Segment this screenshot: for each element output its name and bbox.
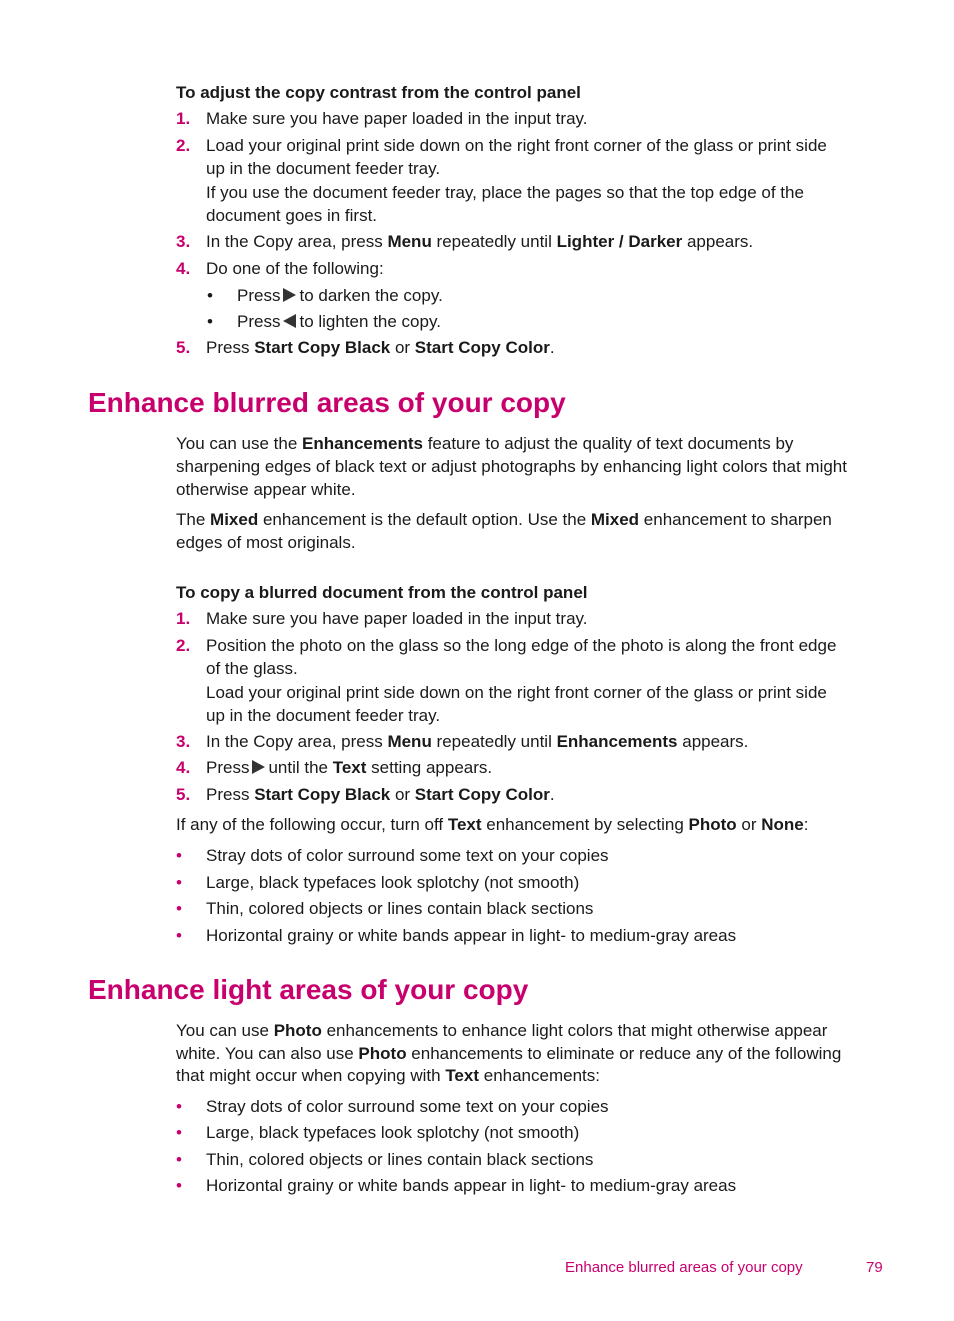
step-text: Load your original print side down on the right front corner of the glass or print side bbox=[206, 136, 827, 155]
step-text: If you use the document feeder tray, place the pages so that the top edge of the bbox=[206, 183, 804, 202]
bullet-text: Thin, colored objects or lines contain black sections bbox=[206, 1150, 594, 1169]
step-text: Position the photo on the glass so the long edge of the photo is along the front edge bbox=[206, 636, 837, 655]
step-number: 1. bbox=[176, 609, 191, 628]
bullet-marker: • bbox=[176, 1176, 182, 1195]
step-number: 2. bbox=[176, 136, 191, 155]
step-number: 5. bbox=[176, 785, 191, 804]
paragraph-line: sharpening edges of black text or adjust photographs by enhancing light colors that might bbox=[176, 457, 847, 476]
step-text: up in the document feeder tray. bbox=[206, 159, 441, 178]
right-arrow-icon bbox=[252, 760, 265, 774]
sub-bullet: • bbox=[207, 286, 213, 305]
bullet-marker: • bbox=[176, 926, 182, 945]
sub-bullet: • bbox=[207, 312, 213, 331]
paragraph-line: that might occur when copying with Text enhancements: bbox=[176, 1066, 600, 1085]
paragraph-line: white. You can also use Photo enhancements to eliminate or reduce any of the following bbox=[176, 1044, 842, 1063]
bullet-text: Stray dots of color surround some text on your copies bbox=[206, 1097, 609, 1116]
section-title-blurred: Enhance blurred areas of your copy bbox=[88, 387, 566, 418]
bullet-text: Stray dots of color surround some text on your copies bbox=[206, 846, 609, 865]
step-text: Press Start Copy Black or Start Copy Color. bbox=[206, 338, 555, 357]
step-number: 3. bbox=[176, 232, 191, 251]
step-text: Press until the Text setting appears. bbox=[206, 758, 493, 777]
step-number: 4. bbox=[176, 259, 191, 278]
bullet-marker: • bbox=[176, 1150, 182, 1169]
paragraph-line: edges of most originals. bbox=[176, 533, 356, 552]
step-text: Load your original print side down on the right front corner of the glass or print side bbox=[206, 683, 827, 702]
step-number: 4. bbox=[176, 758, 191, 777]
sub-step-text: Press to darken the copy. bbox=[237, 286, 443, 305]
step-text: In the Copy area, press Menu repeatedly until Lighter / Darker appears. bbox=[206, 232, 754, 251]
step-number: 5. bbox=[176, 338, 191, 357]
step-text: Press Start Copy Black or Start Copy Color. bbox=[206, 785, 555, 804]
paragraph-line: You can use Photo enhancements to enhance light colors that might otherwise appear bbox=[176, 1021, 828, 1040]
bullet-text: Horizontal grainy or white bands appear in light- to medium-gray areas bbox=[206, 1176, 737, 1195]
right-arrow-icon bbox=[283, 288, 296, 302]
procedure-heading-blurred: To copy a blurred document from the control panel bbox=[176, 583, 588, 602]
page-number: 79 bbox=[866, 1259, 883, 1276]
step-text: document goes in first. bbox=[206, 206, 378, 225]
paragraph-line: You can use the Enhancements feature to adjust the quality of text documents by bbox=[176, 434, 794, 453]
paragraph-line: The Mixed enhancement is the default option. Use the Mixed enhancement to sharpen bbox=[176, 510, 832, 529]
paragraph-line: If any of the following occur, turn off Text enhancement by selecting Photo or None: bbox=[176, 815, 809, 834]
step-text: Make sure you have paper loaded in the input tray. bbox=[206, 109, 588, 128]
bullet-marker: • bbox=[176, 1097, 182, 1116]
step-number: 1. bbox=[176, 109, 191, 128]
bullet-marker: • bbox=[176, 899, 182, 918]
section-title-light: Enhance light areas of your copy bbox=[88, 974, 529, 1005]
procedure-heading-contrast: To adjust the copy contrast from the control panel bbox=[176, 83, 581, 102]
step-text: of the glass. bbox=[206, 659, 298, 678]
step-number: 3. bbox=[176, 732, 191, 751]
footer-section-name: Enhance blurred areas of your copy bbox=[565, 1259, 803, 1276]
bullet-marker: • bbox=[176, 873, 182, 892]
step-text: In the Copy area, press Menu repeatedly until Enhancements appears. bbox=[206, 732, 749, 751]
step-number: 2. bbox=[176, 636, 191, 655]
bullet-text: Large, black typefaces look splotchy (not smooth) bbox=[206, 1123, 580, 1142]
step-text: up in the document feeder tray. bbox=[206, 706, 441, 725]
bullet-marker: • bbox=[176, 846, 182, 865]
bullet-text: Horizontal grainy or white bands appear in light- to medium-gray areas bbox=[206, 926, 737, 945]
bullet-text: Thin, colored objects or lines contain black sections bbox=[206, 899, 594, 918]
left-arrow-icon bbox=[283, 314, 296, 328]
step-text: Do one of the following: bbox=[206, 259, 384, 278]
sub-step-text: Press to lighten the copy. bbox=[237, 312, 441, 331]
step-text: Make sure you have paper loaded in the input tray. bbox=[206, 609, 588, 628]
bullet-text: Large, black typefaces look splotchy (not smooth) bbox=[206, 873, 580, 892]
bullet-marker: • bbox=[176, 1123, 182, 1142]
paragraph-line: otherwise appear white. bbox=[176, 480, 356, 499]
